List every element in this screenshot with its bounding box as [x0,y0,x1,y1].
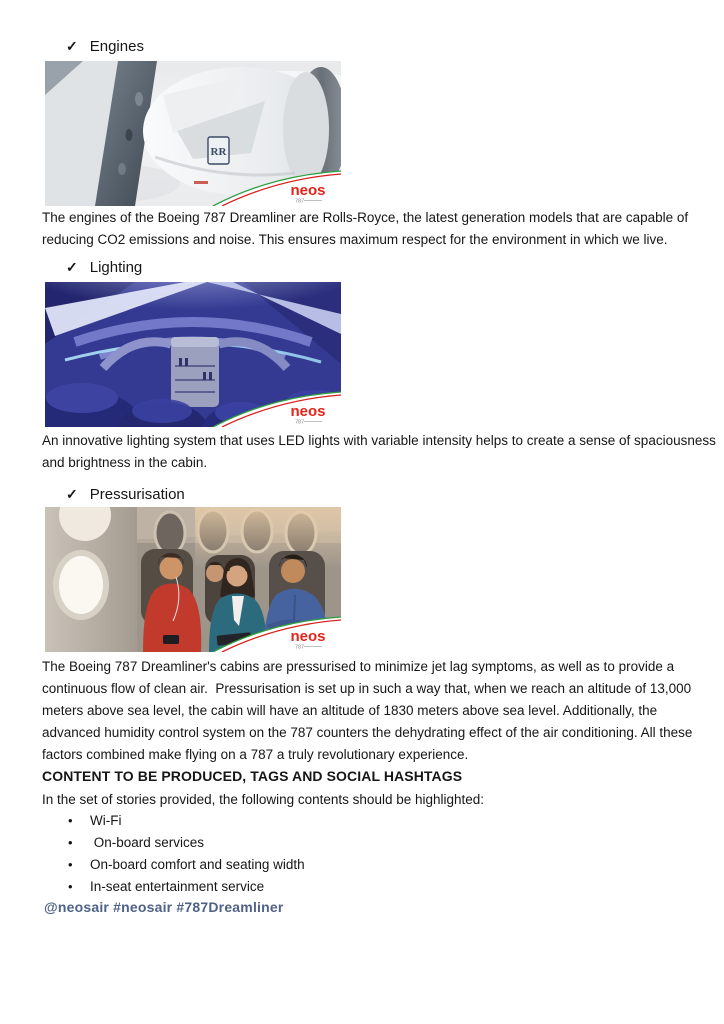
neos-787-subtext: 787 [295,419,305,426]
bullet-icon: • [68,879,73,894]
checkmark-icon: ✓ [66,259,78,275]
lighting-heading [66,259,142,276]
list-item [42,876,305,898]
engines-photo [45,61,341,206]
bullet-icon: • [68,835,73,850]
list-item [42,832,305,854]
engines-heading-label: Engines [89,38,144,55]
bullet-icon: • [68,857,73,872]
svg-text:RR: RR [210,146,227,158]
pressurisation-heading [66,486,185,503]
list-item-label: On-board services [90,835,205,850]
cabin-lighting-art [45,282,341,427]
list-item [42,810,305,832]
pressurisation-heading-label: Pressurisation [89,486,185,503]
list-item [42,854,305,876]
neos-wordmark: neos [290,403,326,420]
checkmark-icon: ✓ [66,38,78,54]
lighting-heading-label: Lighting [89,259,143,276]
rolls-royce-badge [208,137,229,164]
bullet-icon: • [68,813,73,828]
passenger-background [206,562,224,582]
cabin-passengers-art [45,507,341,652]
content-bullet-list [42,810,305,898]
pressurisation-paragraph: The Boeing 787 Dreamliner's cabins are pressurised to minimize jet lag symptoms, as well as to provide a continuous flow of clean air. Pressurisation is set up in such a way that, when we reach an altitude of 13,000 meters above sea level, the cabin will have an altitude of 1830 meters above sea level. Additionally, the advanced humidity control system on the 787 counters the dehydrating effect of the air conditioning. All these factors combined make flying on a 787 a truly revolutionary experience. [42,659,697,762]
lighting-paragraph: An innovative lighting system that uses LED lights with variable intensity helps to create a sense of spaciousness and brightness in the cabin. [42,433,720,470]
list-item-label: In-seat entertainment service [90,879,265,894]
list-item-label: Wi-Fi [90,813,122,828]
pressurisation-photo [45,507,341,652]
neos-787-subtext: 787 [295,198,305,205]
neos-wordmark: neos [290,628,326,645]
lighting-photo [45,282,341,427]
engines-paragraph: The engines of the Boeing 787 Dreamliner are Rolls-Royce, the latest generation models that are capable of reducing CO2 emissions and noise. This ensures maximum respect for the environment in which we live. [42,210,692,247]
checkmark-icon: ✓ [66,486,78,502]
neos-wordmark: neos [290,182,326,199]
list-item-label: On-board comfort and seating width [90,857,305,872]
content-intro-line: In the set of stories provided, the following contents should be highlighted: [42,792,485,807]
engine-photo-art [45,61,341,206]
content-section-heading: CONTENT TO BE PRODUCED, TAGS AND SOCIAL HASHTAGS [42,768,463,784]
social-hashtags: @neosair #neosair #787Dreamliner [44,899,284,915]
neos-787-subtext: 787 [295,644,305,651]
galley-monument [171,337,219,407]
engines-heading [66,38,144,55]
